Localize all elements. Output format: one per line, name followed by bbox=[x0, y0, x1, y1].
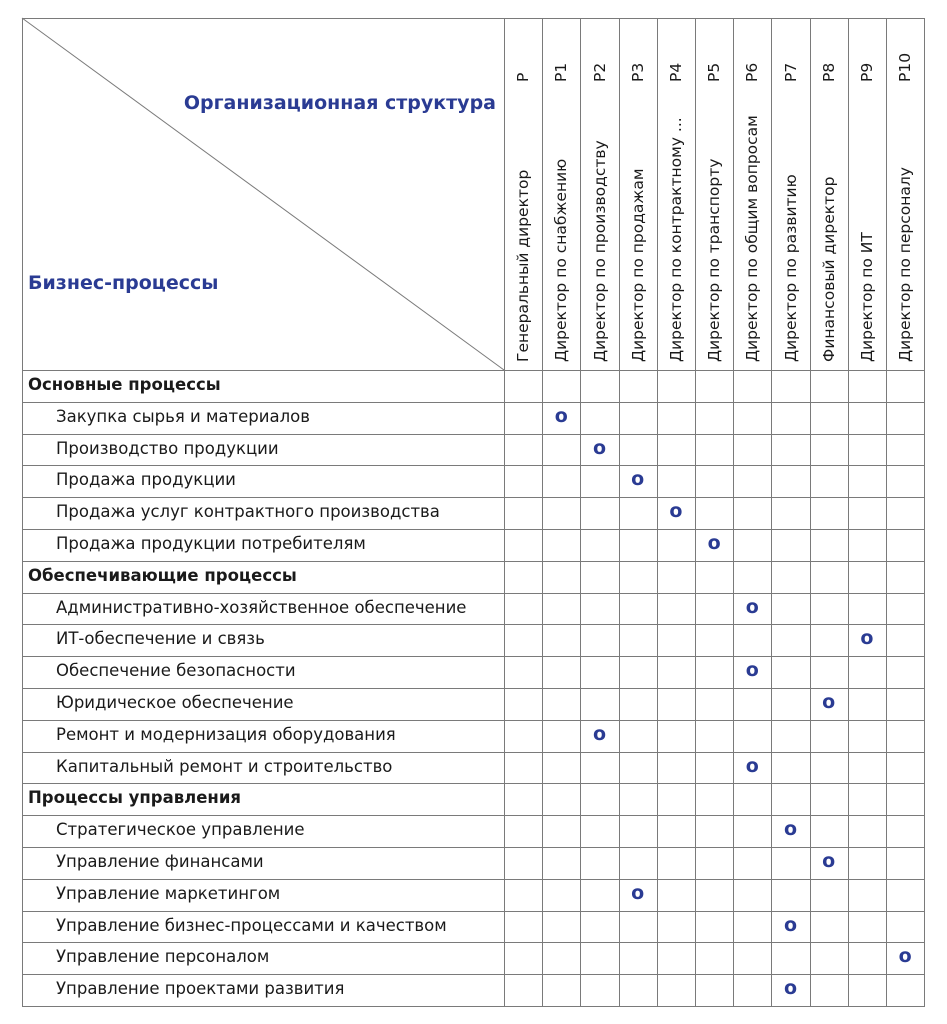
responsibility-mark: o bbox=[592, 722, 607, 745]
process-label: Ремонт и модернизация оборудования bbox=[56, 724, 396, 744]
row-divider bbox=[22, 815, 924, 816]
column-role: Генеральный директор bbox=[514, 169, 533, 362]
column-role: Директор по контрактному ... bbox=[666, 117, 685, 362]
column-divider bbox=[924, 18, 925, 1006]
responsibility-mark: o bbox=[898, 945, 912, 968]
row-divider bbox=[22, 656, 924, 657]
column-divider bbox=[771, 18, 772, 1006]
column-role: Директор по производству bbox=[590, 140, 609, 362]
process-label: Управление маркетингом bbox=[56, 883, 281, 903]
column-code: P3 bbox=[628, 62, 647, 82]
column-divider bbox=[733, 18, 734, 1006]
row-divider bbox=[22, 911, 924, 912]
column-role: Директор по ИТ bbox=[857, 232, 876, 362]
header-bottom-line bbox=[22, 370, 924, 371]
responsibility-mark: o bbox=[822, 691, 836, 713]
column-code: P9 bbox=[857, 62, 876, 82]
section-label: Обеспечивающие процессы bbox=[28, 565, 297, 585]
responsibility-mark: o bbox=[631, 468, 645, 491]
column-code: P8 bbox=[819, 62, 838, 82]
column-code: P10 bbox=[896, 52, 915, 82]
row-divider bbox=[22, 720, 924, 721]
column-role: Директор по продажам bbox=[628, 168, 647, 362]
column-code: P4 bbox=[666, 62, 685, 82]
row-divider bbox=[22, 624, 924, 625]
responsibility-mark: o bbox=[631, 881, 645, 904]
process-label: Продажа продукции потребителям bbox=[56, 534, 366, 553]
header-corner bbox=[22, 18, 504, 370]
section-label: Процессы управления bbox=[28, 788, 241, 808]
border-left bbox=[22, 18, 23, 1006]
column-role: Финансовый директор bbox=[819, 176, 838, 362]
process-label: Юридическое обеспечение bbox=[56, 693, 294, 712]
org-structure-title: Организационная структура bbox=[183, 92, 496, 114]
process-label: Стратегическое управление bbox=[56, 820, 305, 840]
process-label: Обеспечение безопасности bbox=[56, 661, 296, 681]
column-code: P5 bbox=[705, 62, 724, 82]
responsibility-mark: o bbox=[707, 532, 721, 554]
responsibility-mark: o bbox=[783, 818, 798, 841]
responsibility-mark: o bbox=[783, 977, 798, 1000]
border-bottom bbox=[22, 1006, 925, 1007]
row-divider bbox=[22, 593, 924, 594]
column-divider bbox=[848, 18, 849, 1006]
row-divider bbox=[22, 879, 924, 880]
column-code: P2 bbox=[590, 62, 609, 82]
responsibility-mark: o bbox=[745, 754, 759, 777]
row-divider bbox=[22, 465, 924, 466]
process-label: Административно-хозяйственное обеспечение bbox=[56, 597, 467, 617]
responsibility-mark: o bbox=[554, 404, 568, 427]
column-divider bbox=[657, 18, 658, 1006]
process-label: Управление финансами bbox=[56, 852, 264, 871]
row-divider bbox=[22, 942, 924, 943]
column-role: Директор по снабжению bbox=[552, 158, 571, 362]
row-divider bbox=[22, 974, 924, 975]
row-divider bbox=[22, 561, 924, 562]
section-label: Основные процессы bbox=[28, 375, 221, 394]
column-divider bbox=[619, 18, 620, 1006]
process-label: Продажа услуг контрактного производства bbox=[56, 502, 440, 522]
column-code: P1 bbox=[552, 62, 571, 82]
column-divider bbox=[695, 18, 696, 1006]
responsibility-mark: o bbox=[822, 850, 836, 872]
responsibility-mark: o bbox=[783, 913, 798, 936]
responsibility-mark: o bbox=[860, 627, 874, 650]
row-divider bbox=[22, 497, 924, 498]
column-divider bbox=[810, 18, 811, 1006]
responsibility-mark: o bbox=[669, 500, 683, 523]
column-divider bbox=[542, 18, 543, 1006]
responsibility-mark: o bbox=[745, 659, 759, 682]
row-divider bbox=[22, 688, 924, 689]
row-divider bbox=[22, 434, 924, 435]
business-processes-title: Бизнес-процессы bbox=[28, 272, 219, 294]
process-label: ИТ-обеспечение и связь bbox=[56, 629, 265, 649]
row-divider bbox=[22, 529, 924, 530]
column-divider bbox=[886, 18, 887, 1006]
column-role: Директор по транспорту bbox=[705, 158, 724, 362]
process-label: Управление персоналом bbox=[56, 947, 270, 967]
column-role: Директор по развитию bbox=[781, 174, 800, 362]
row-divider bbox=[22, 402, 924, 403]
process-label: Капитальный ремонт и строительство bbox=[56, 756, 393, 776]
row-divider bbox=[22, 752, 924, 753]
column-code: P bbox=[514, 72, 533, 82]
process-label: Продажа продукции bbox=[56, 470, 236, 490]
column-code: P7 bbox=[781, 62, 800, 82]
responsibility-mark: o bbox=[745, 595, 759, 618]
column-divider bbox=[504, 18, 505, 1006]
column-divider bbox=[580, 18, 581, 1006]
process-label: Закупка сырья и материалов bbox=[56, 406, 310, 426]
border-top bbox=[22, 18, 924, 19]
responsibility-mark: o bbox=[592, 436, 607, 459]
column-code: P6 bbox=[743, 62, 762, 82]
process-label: Управление проектами развития bbox=[56, 979, 345, 999]
column-role: Директор по персоналу bbox=[896, 167, 915, 362]
row-divider bbox=[22, 847, 924, 848]
row-divider bbox=[22, 783, 924, 784]
column-role: Директор по общим вопросам bbox=[743, 115, 762, 362]
process-label: Управление бизнес-процессами и качеством bbox=[56, 915, 447, 935]
process-label: Производство продукции bbox=[56, 438, 279, 458]
